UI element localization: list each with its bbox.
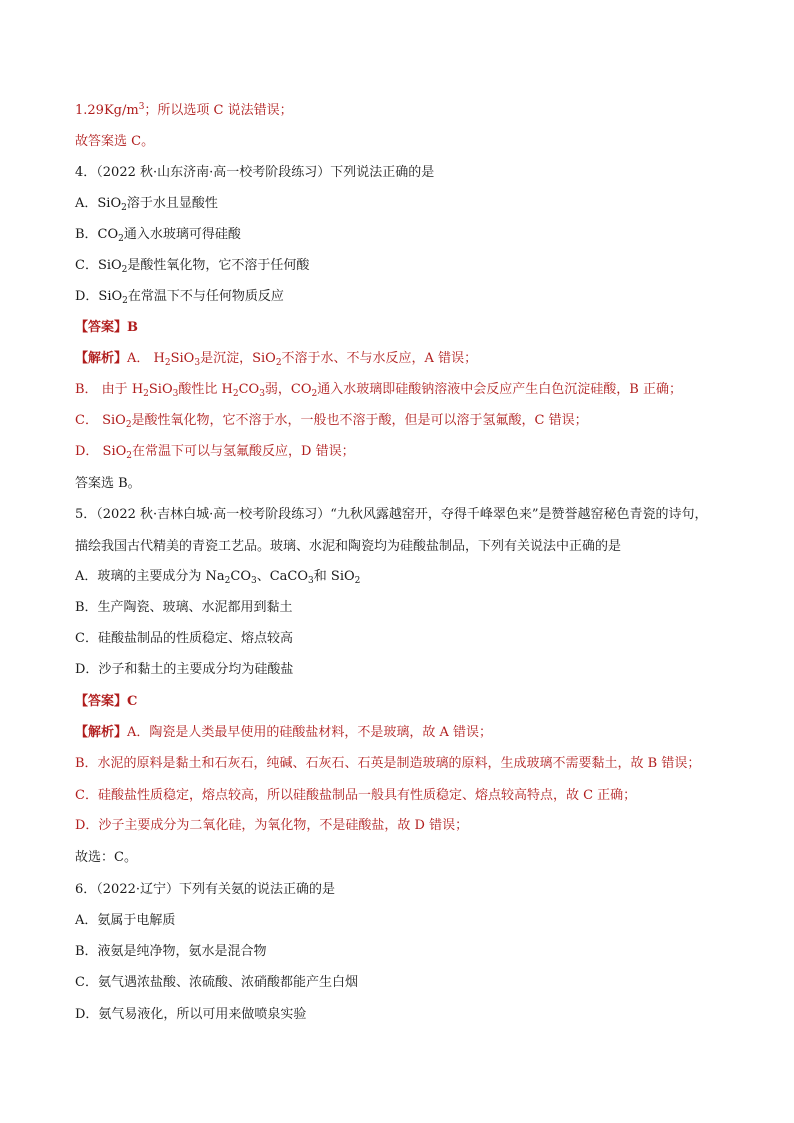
text-line (75, 816, 734, 836)
text-run: 、CaCO (256, 569, 309, 584)
text-run: D．沙子主要成分为二氧化硅，为氧化物，不是硅酸盐，故 D 错误； (75, 818, 469, 833)
text-run: D．沙子和黏土的主要成分均为硅酸盐 (75, 662, 294, 677)
text-line (75, 754, 734, 774)
text-run: C．硅酸盐性质稳定，熔点较高，所以硅酸盐制品一般具有性质稳定、熔点较高特点，故 C 正确； (75, 788, 637, 803)
text-line (75, 256, 734, 276)
subscript: 2 (122, 296, 128, 306)
subscript: 2 (354, 576, 361, 586)
subscript: 2 (311, 389, 318, 399)
text-line (75, 537, 734, 557)
text-run: 是酸性氧化物，它不溶于水，一般也不溶于酸，但是可以溶于氢氟酸，C 错误； (131, 413, 588, 428)
text-line (75, 349, 734, 369)
bold-label: 【答案】B (75, 320, 138, 335)
text-run: ；所以选项 C 说法错误； (144, 103, 293, 118)
subscript: 3 (251, 576, 257, 586)
text-run: 故选：C。 (75, 850, 137, 865)
text-run: B．CO (75, 227, 119, 242)
text-run: 是沉淀，SiO (200, 351, 276, 366)
text-run: CO (238, 382, 260, 397)
text-line (75, 132, 734, 152)
text-line (75, 942, 734, 962)
text-line (75, 380, 734, 400)
text-line (75, 442, 734, 462)
text-run: 答案选 B。 (75, 476, 141, 491)
text-run: B．生产陶瓷、玻璃、水泥都用到黏土 (75, 600, 293, 615)
text-run: 6．（2022·辽宁）下列有关氨的说法正确的是 (75, 882, 335, 897)
text-run: A．SiO (75, 196, 122, 211)
text-line (75, 848, 734, 868)
text-line (75, 880, 734, 900)
text-run: C．SiO (75, 258, 122, 273)
subscript: 2 (121, 265, 128, 275)
text-line (75, 1005, 734, 1025)
text-run: 酸性比 H (178, 382, 233, 397)
text-line (75, 660, 734, 680)
text-line (75, 318, 734, 338)
text-run: 描绘我国古代精美的青瓷工艺品。玻璃、水泥和陶瓷均为硅酸盐制品，下列有关说法中正确的是 (75, 539, 622, 554)
subscript: 3 (308, 576, 314, 586)
superscript: 3 (138, 102, 145, 112)
text-run: CO (230, 569, 251, 584)
text-line (75, 163, 734, 183)
text-run: 通入水玻璃可得硅酸 (123, 227, 241, 242)
text-line (75, 287, 734, 307)
text-run: 和 SiO (313, 569, 355, 584)
subscript: 2 (125, 420, 132, 430)
text-run: A． H (127, 351, 165, 366)
text-line (75, 225, 734, 245)
text-line (75, 194, 734, 214)
text-line (75, 567, 734, 587)
text-run: 弱，CO (264, 382, 312, 397)
text-line (75, 786, 734, 806)
text-run: 不溶于水、不与水反应，A 错误； (281, 351, 478, 366)
text-line (75, 101, 734, 121)
subscript: 3 (259, 389, 265, 399)
subscript: 2 (224, 576, 231, 586)
text-line (75, 629, 734, 649)
text-run: B． 由于 H (75, 382, 144, 397)
text-run: D．SiO (75, 289, 123, 304)
text-line (75, 474, 734, 494)
text-line (75, 505, 734, 525)
text-run: 5．（2022 秋·吉林白城·高一校考阶段练习）“九秋风露越窑开，夺得千峰翠色来”是赞誉越窑秘色青瓷的诗句， (75, 507, 708, 522)
text-run: C．氨气遇浓盐酸、浓硫酸、浓硝酸都能产生白烟 (75, 975, 358, 990)
text-run: 通入水玻璃即硅酸钠溶液中会反应产生白色沉淀硅酸，B 正确； (317, 382, 682, 397)
text-run: D．氨气易液化，所以可用来做喷泉实验 (75, 1007, 307, 1022)
text-run: A．氨属于电解质 (75, 913, 176, 928)
text-run: 溶于水且显酸性 (126, 196, 218, 211)
text-run: C． SiO (75, 413, 126, 428)
text-line (75, 692, 734, 712)
text-run: 在常温下可以与氢氟酸反应，D 错误； (132, 444, 355, 459)
text-run: D． SiO (75, 444, 127, 459)
subscript: 2 (164, 358, 171, 368)
text-line (75, 411, 734, 431)
text-run: 在常温下不与任何物质反应 (127, 289, 284, 304)
subscript: 2 (118, 234, 124, 244)
subscript: 2 (121, 203, 127, 213)
text-run: A．陶瓷是人类最早使用的硅酸盐材料，不是玻璃，故 A 错误； (127, 725, 493, 740)
text-run: 是酸性氧化物，它不溶于任何酸 (127, 258, 310, 273)
bold-label: 【解析】 (75, 725, 128, 740)
subscript: 2 (275, 358, 282, 368)
text-line (75, 911, 734, 931)
subscript: 2 (126, 451, 133, 461)
bold-label: 【答案】C (75, 694, 138, 709)
subscript: 3 (194, 358, 201, 368)
subscript: 2 (143, 389, 149, 399)
text-run: B．液氨是纯净物，氨水是混合物 (75, 944, 267, 959)
text-run: 1.29Kg/m (75, 103, 139, 118)
text-run: 4．（2022 秋·山东济南·高一校考阶段练习）下列说法正确的是 (75, 165, 435, 180)
text-line (75, 723, 734, 743)
text-run: 故答案选 C。 (75, 134, 155, 149)
bold-label: 【解析】 (75, 351, 128, 366)
text-line (75, 973, 734, 993)
text-run: SiO (170, 351, 195, 366)
text-run: C．硅酸盐制品的性质稳定、熔点较高 (75, 631, 293, 646)
text-run: B．水泥的原料是黏土和石灰石，纯碱、石灰石、石英是制造玻璃的原料，生成玻璃不需要黏土，故 B 错误； (75, 756, 701, 771)
subscript: 3 (172, 389, 179, 399)
text-run: SiO (148, 382, 173, 397)
text-line (75, 598, 734, 618)
subscript: 2 (232, 389, 239, 399)
text-run: A．玻璃的主要成分为 Na (75, 569, 225, 584)
